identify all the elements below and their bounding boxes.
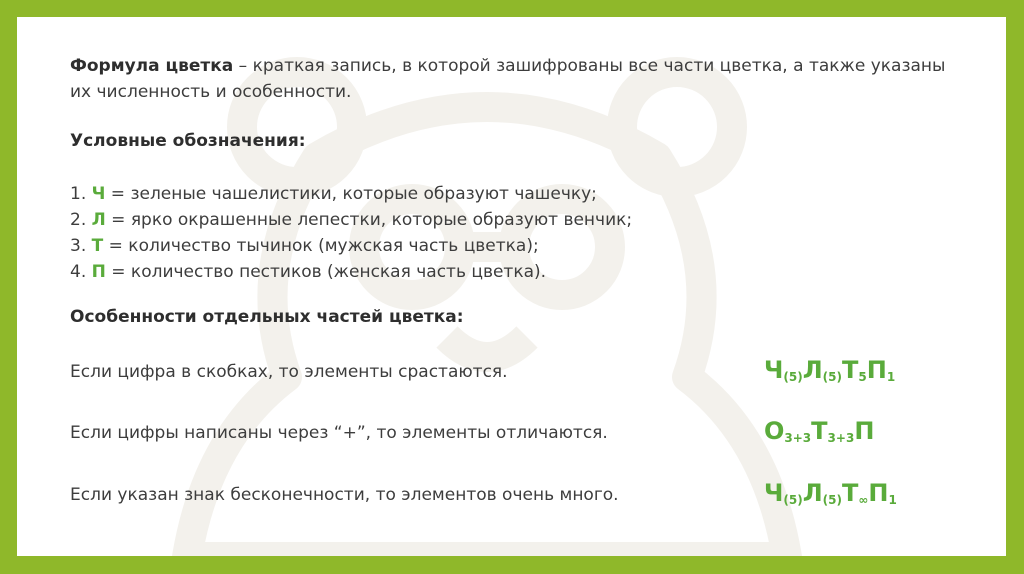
legend-heading: Условные обозначения: bbox=[70, 131, 306, 151]
definition-term: Формула цветка bbox=[70, 56, 234, 76]
rule-text: Если цифры написаны через “+”, то элементы отличаются. bbox=[70, 423, 608, 443]
formula-symbol: Т bbox=[842, 479, 859, 507]
rule-row bbox=[70, 356, 950, 390]
legend-number: 2. bbox=[70, 210, 87, 230]
rule-row bbox=[70, 479, 950, 513]
legend-item bbox=[70, 259, 632, 285]
rule-row bbox=[70, 417, 950, 451]
formula-symbol: Т bbox=[842, 356, 859, 384]
formula-symbol: П bbox=[854, 417, 875, 445]
formula-symbol: Ч bbox=[764, 356, 784, 384]
legend-item bbox=[70, 233, 632, 259]
formula-index: 1 bbox=[888, 493, 897, 507]
rule-text: Если цифра в скобках, то элементы срастаются. bbox=[70, 362, 508, 382]
legend-text: = количество пестиков (женская часть цветка). bbox=[105, 262, 547, 282]
flower-formula bbox=[764, 479, 897, 507]
formula-index: 3+3 bbox=[784, 431, 812, 445]
legend-item bbox=[70, 181, 632, 207]
legend-symbol: П bbox=[91, 262, 106, 282]
formula-index: 1 bbox=[886, 370, 896, 384]
formula-symbol: П bbox=[868, 479, 889, 507]
legend-symbol: Л bbox=[91, 210, 106, 230]
formula-index: (5) bbox=[822, 370, 842, 384]
formula-symbol: Л bbox=[802, 356, 823, 384]
formula-index: (5) bbox=[783, 370, 803, 384]
formula-symbol: П bbox=[866, 356, 887, 384]
rule-text: Если указан знак бесконечности, то элементов очень много. bbox=[70, 485, 619, 505]
content bbox=[70, 17, 966, 556]
formula-index: (5) bbox=[783, 493, 803, 507]
formula-index: (5) bbox=[822, 493, 842, 507]
slide bbox=[17, 17, 1006, 556]
legend-text: = зеленые чашелистики, которые образуют чашечку; bbox=[105, 184, 597, 204]
legend-list bbox=[70, 181, 632, 285]
formula-index: ∞ bbox=[858, 493, 869, 507]
legend-number: 3. bbox=[70, 236, 87, 256]
flower-formula bbox=[764, 356, 895, 384]
formula-index: 3+3 bbox=[827, 431, 855, 445]
formula-symbol: О bbox=[764, 417, 785, 445]
formula-index: 5 bbox=[858, 370, 867, 384]
definition-paragraph bbox=[70, 53, 950, 105]
legend-symbol: Т bbox=[91, 236, 104, 256]
legend-text: = ярко окрашенные лепестки, которые образуют венчик; bbox=[105, 210, 633, 230]
formula-symbol: Ч bbox=[764, 479, 784, 507]
legend-number: 4. bbox=[70, 262, 87, 282]
formula-symbol: Т bbox=[811, 417, 828, 445]
legend-item bbox=[70, 207, 632, 233]
features-heading: Особенности отдельных частей цветка: bbox=[70, 307, 464, 327]
formula-symbol: Л bbox=[802, 479, 823, 507]
legend-number: 1. bbox=[70, 184, 87, 204]
flower-formula bbox=[764, 417, 874, 445]
definition-text: – краткая запись, в которой зашифрованы все части цветка, а также указаны их численность и особенности. bbox=[70, 56, 946, 102]
legend-symbol: Ч bbox=[91, 184, 106, 204]
legend-text: = количество тычинок (мужская часть цветка); bbox=[103, 236, 539, 256]
